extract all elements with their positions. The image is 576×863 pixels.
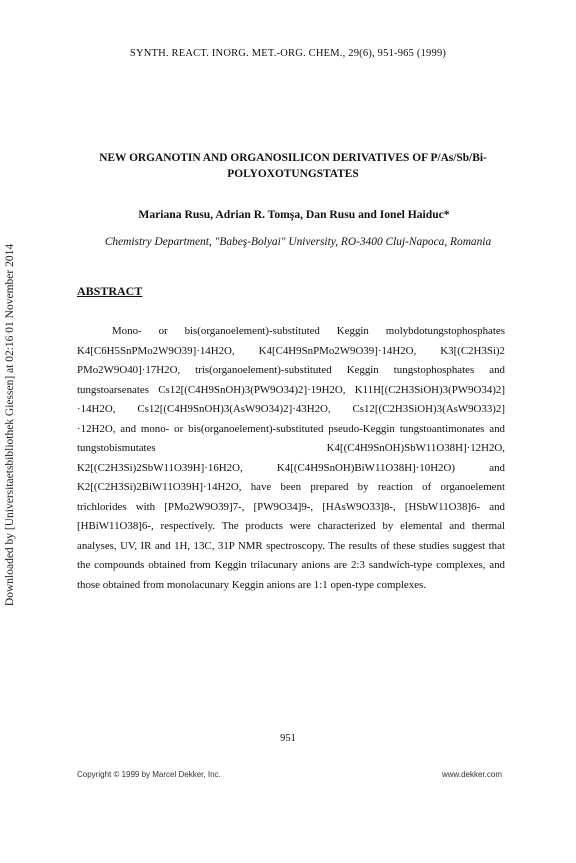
title-line-2: POLYOXOTUNGSTATES: [227, 168, 359, 180]
abstract-heading: ABSTRACT: [77, 284, 143, 298]
author-list: Mariana Rusu, Adrian R. Tomşa, Dan Rusu and Ionel Haiduc*: [138, 208, 450, 221]
download-watermark: [2, 190, 18, 660]
abstract-text: Mono- or bis(organoelement)-substituted Keggin molybdotungstophosphates K4[C6H5SnPMo2W9O39]·14H2O, K4[C4H9SnPMo2W9O39]·14H2O, K3[(C2H3Si)2 PMo2W9O40]·17H2O, tris(organoelement)-substituted Keggin tungstophosphates and tungstoarsenates Cs12[(C4H9SnOH)3(PW9O34)2]·19H2O, K11H[(C2H3SiOH)3(PW9O34)2] ·14H2O, Cs12[(C4H9SnOH)3(AsW9O34)2]·43H2O, Cs12[(C2H3SiOH)3(AsW9O33)2] ·12H2O, and mono- or bis(organoelement)-substituted pseudo-Keggin tungstoantimonates and tungstobismutates K4[(C4H9SnOH)SbW11O38H]·12H2O, K2[(C2H3Si)2SbW11O39H]·16H2O, K4[(C4H9SnOH)BiW11O38H]·10H2O) and K2[(C2H3Si)2BiW11O39H]·14H2O, have been prepared by reaction of organoelement trichlorides with [PMo2W9O39]7-, [PW9O34]9-, [HAsW9O33]8-, [HSbW11O38]6- and [HBiW11O38]6-, respectively. The products were characterized by elemental and thermal analyses, UV, IR and 1H, 13C, 31P NMR spectroscopy. The results of these studies suggest that the compounds obtained from Keggin trilacunary anions are 2:3 sandwich-type complexes, and those obtained from monolacunary Keggin anions are 1:1 open-type complexes.: [77, 325, 505, 591]
article-title: [60, 150, 526, 182]
copyright-notice: Copyright © 1999 by Marcel Dekker, Inc.: [77, 770, 221, 779]
affiliation: Chemistry Department, "Babeş-Bolyai" University, RO-3400 Cluj-Napoca, Romania: [104, 236, 492, 248]
page-number: 951: [280, 733, 296, 744]
publisher-website: www.dekker.com: [441, 770, 502, 779]
title-line-1: NEW ORGANOTIN AND ORGANOSILICON DERIVATIVES OF P/As/Sb/Bi-: [99, 152, 487, 164]
download-notice: Downloaded by [Universitaetsbibliothek Giessen] at 02:16 01 November 2014: [4, 243, 16, 607]
abstract-body: [77, 322, 505, 595]
journal-citation: SYNTH. REACT. INORG. MET.-ORG. CHEM., 29(6), 951-965 (1999): [129, 48, 447, 59]
